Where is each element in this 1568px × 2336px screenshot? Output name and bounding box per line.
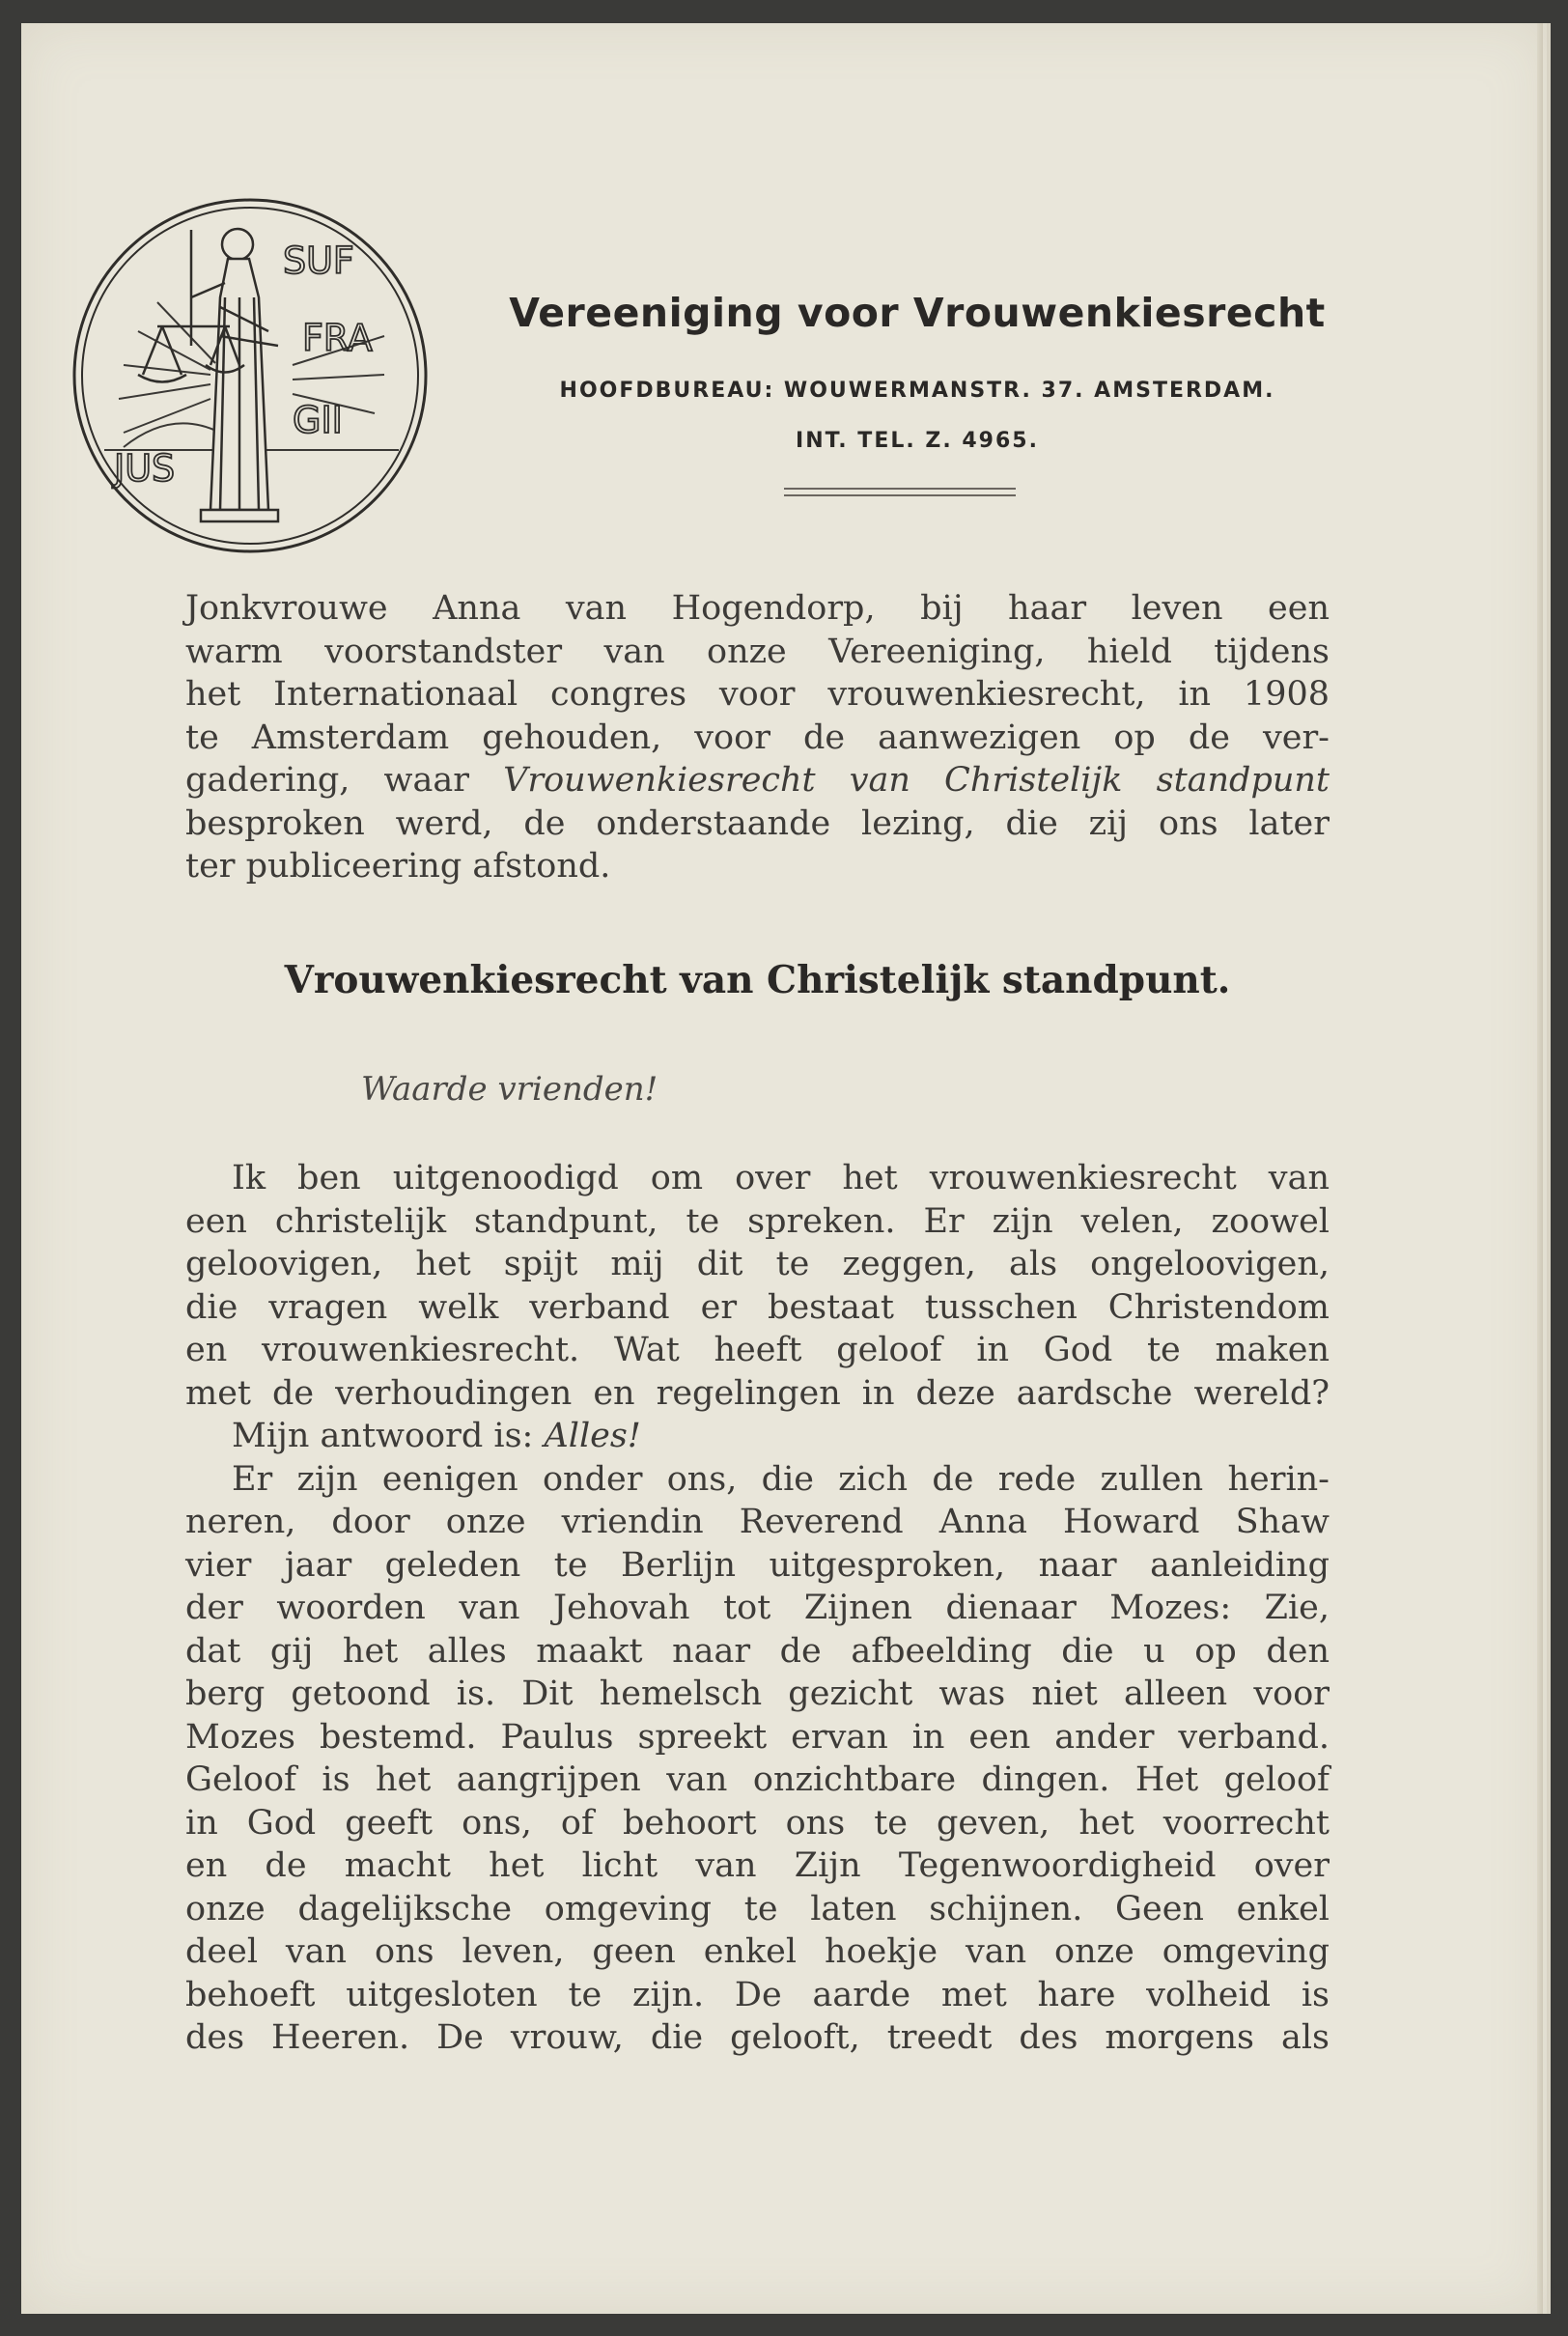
text-segment: Mijn antwoord is: — [232, 1417, 545, 1455]
text-line: en vrouwenkiesrecht. Wat heeft geloof in God te maken — [185, 1331, 1330, 1369]
svg-text:SUF: SUF — [283, 239, 354, 282]
lecture-title: Vrouwenkiesrecht van Christelijk standpunt. — [284, 958, 1231, 1002]
text-line: geloovigen, het spijt mij dit te zeggen, als ongeloovigen, — [185, 1245, 1330, 1283]
paragraph-2 — [185, 1458, 1330, 2060]
text-line: deel van ons leven, geen enkel hoekje van onze omgeving — [185, 1932, 1330, 1971]
text-line: warm voorstandster van onze Vereeniging, hield tijdens — [185, 632, 1330, 671]
telephone-number: INT. TEL. Z. 4965. — [796, 429, 1039, 453]
text-line: neren, door onze vriendin Reverend Anna Howard Shaw — [185, 1503, 1330, 1541]
intro-paragraph — [185, 587, 1330, 888]
text-line: des Heeren. De vrouw, die gelooft, treedt des morgens als — [185, 2018, 1330, 2057]
office-address: HOOFDBUREAU: WOUWERMANSTR. 37. AMSTERDAM. — [559, 379, 1275, 403]
text-line: berg getoond is. Dit hemelsch gezicht was niet alleen voor — [185, 1675, 1330, 1713]
text-line: Jonkvrouwe Anna van Hogendorp, bij haar leven een — [185, 589, 1330, 628]
page-edge — [1537, 23, 1543, 2314]
paragraph-1 — [185, 1157, 1330, 1415]
text-line — [185, 1415, 1330, 1458]
text-line: behoeft uitgesloten te zijn. De aarde met hare volheid is — [185, 1975, 1330, 2014]
text-line: met de verhoudingen en regelingen in deze aardsche wereld? — [185, 1373, 1330, 1413]
salutation: Waarde vrienden! — [361, 1070, 658, 1109]
organization-name: Vereeniging voor Vrouwenkiesrecht — [509, 290, 1326, 336]
text-segment: gadering, waar — [185, 761, 504, 800]
svg-text:FRA: FRA — [302, 317, 373, 359]
text-line: besproken werd, de onderstaande lezing, die zij ons later — [185, 803, 1330, 843]
text-line: en de macht het licht van Zijn Tegenwoordigheid over — [185, 1846, 1330, 1885]
text-line: Ik ben uitgenoodigd om over het vrouwenkiesrecht van — [232, 1159, 1330, 1197]
text-line: die vragen welk verband er bestaat tusschen Christendom — [185, 1287, 1330, 1327]
svg-text:JUS: JUS — [114, 447, 176, 490]
text-line: het Internationaal congres voor vrouwenkiesrecht, in 1908 — [185, 675, 1330, 714]
text-line: dat gij het alles maakt naar de afbeelding die u op den — [185, 1631, 1330, 1671]
text-line: onze dagelijksche omgeving te laten schijnen. Geen enkel — [185, 1889, 1330, 1928]
text-line: een christelijk standpunt, te spreken. Er zijn velen, zoowel — [185, 1201, 1330, 1241]
lecture-body — [185, 1157, 1330, 2060]
italic-answer: Alles! — [544, 1417, 641, 1455]
suffragium-seal-logo — [66, 191, 434, 560]
text-line: ter publiceering afstond. — [185, 847, 611, 886]
answer-line — [185, 1415, 1330, 1458]
italic-phrase: Vrouwenkiesrecht van Christelijk standpunt — [503, 761, 1330, 800]
text-line: Geloof is het aangrijpen van onzichtbare dingen. Het geloof — [185, 1760, 1330, 1799]
text-line: Er zijn eenigen onder ons, die zich de rede zullen herin- — [232, 1459, 1330, 1499]
svg-text:GII: GII — [293, 399, 343, 441]
text-line: te Amsterdam gehouden, voor de aanwezigen op de ver- — [185, 718, 1330, 757]
text-line — [185, 759, 1330, 802]
text-line: in God geeft ons, of behoort ons te geven, het voorrecht — [185, 1803, 1330, 1843]
text-line: der woorden van Jehovah tot Zijnen dienaar Mozes: Zie, — [185, 1589, 1330, 1627]
text-line: vier jaar geleden te Berlijn uitgesproken, naar aanleiding — [185, 1545, 1330, 1585]
double-rule-divider — [784, 488, 1016, 496]
text-line: Mozes bestemd. Paulus spreekt ervan in een ander verband. — [185, 1717, 1330, 1757]
